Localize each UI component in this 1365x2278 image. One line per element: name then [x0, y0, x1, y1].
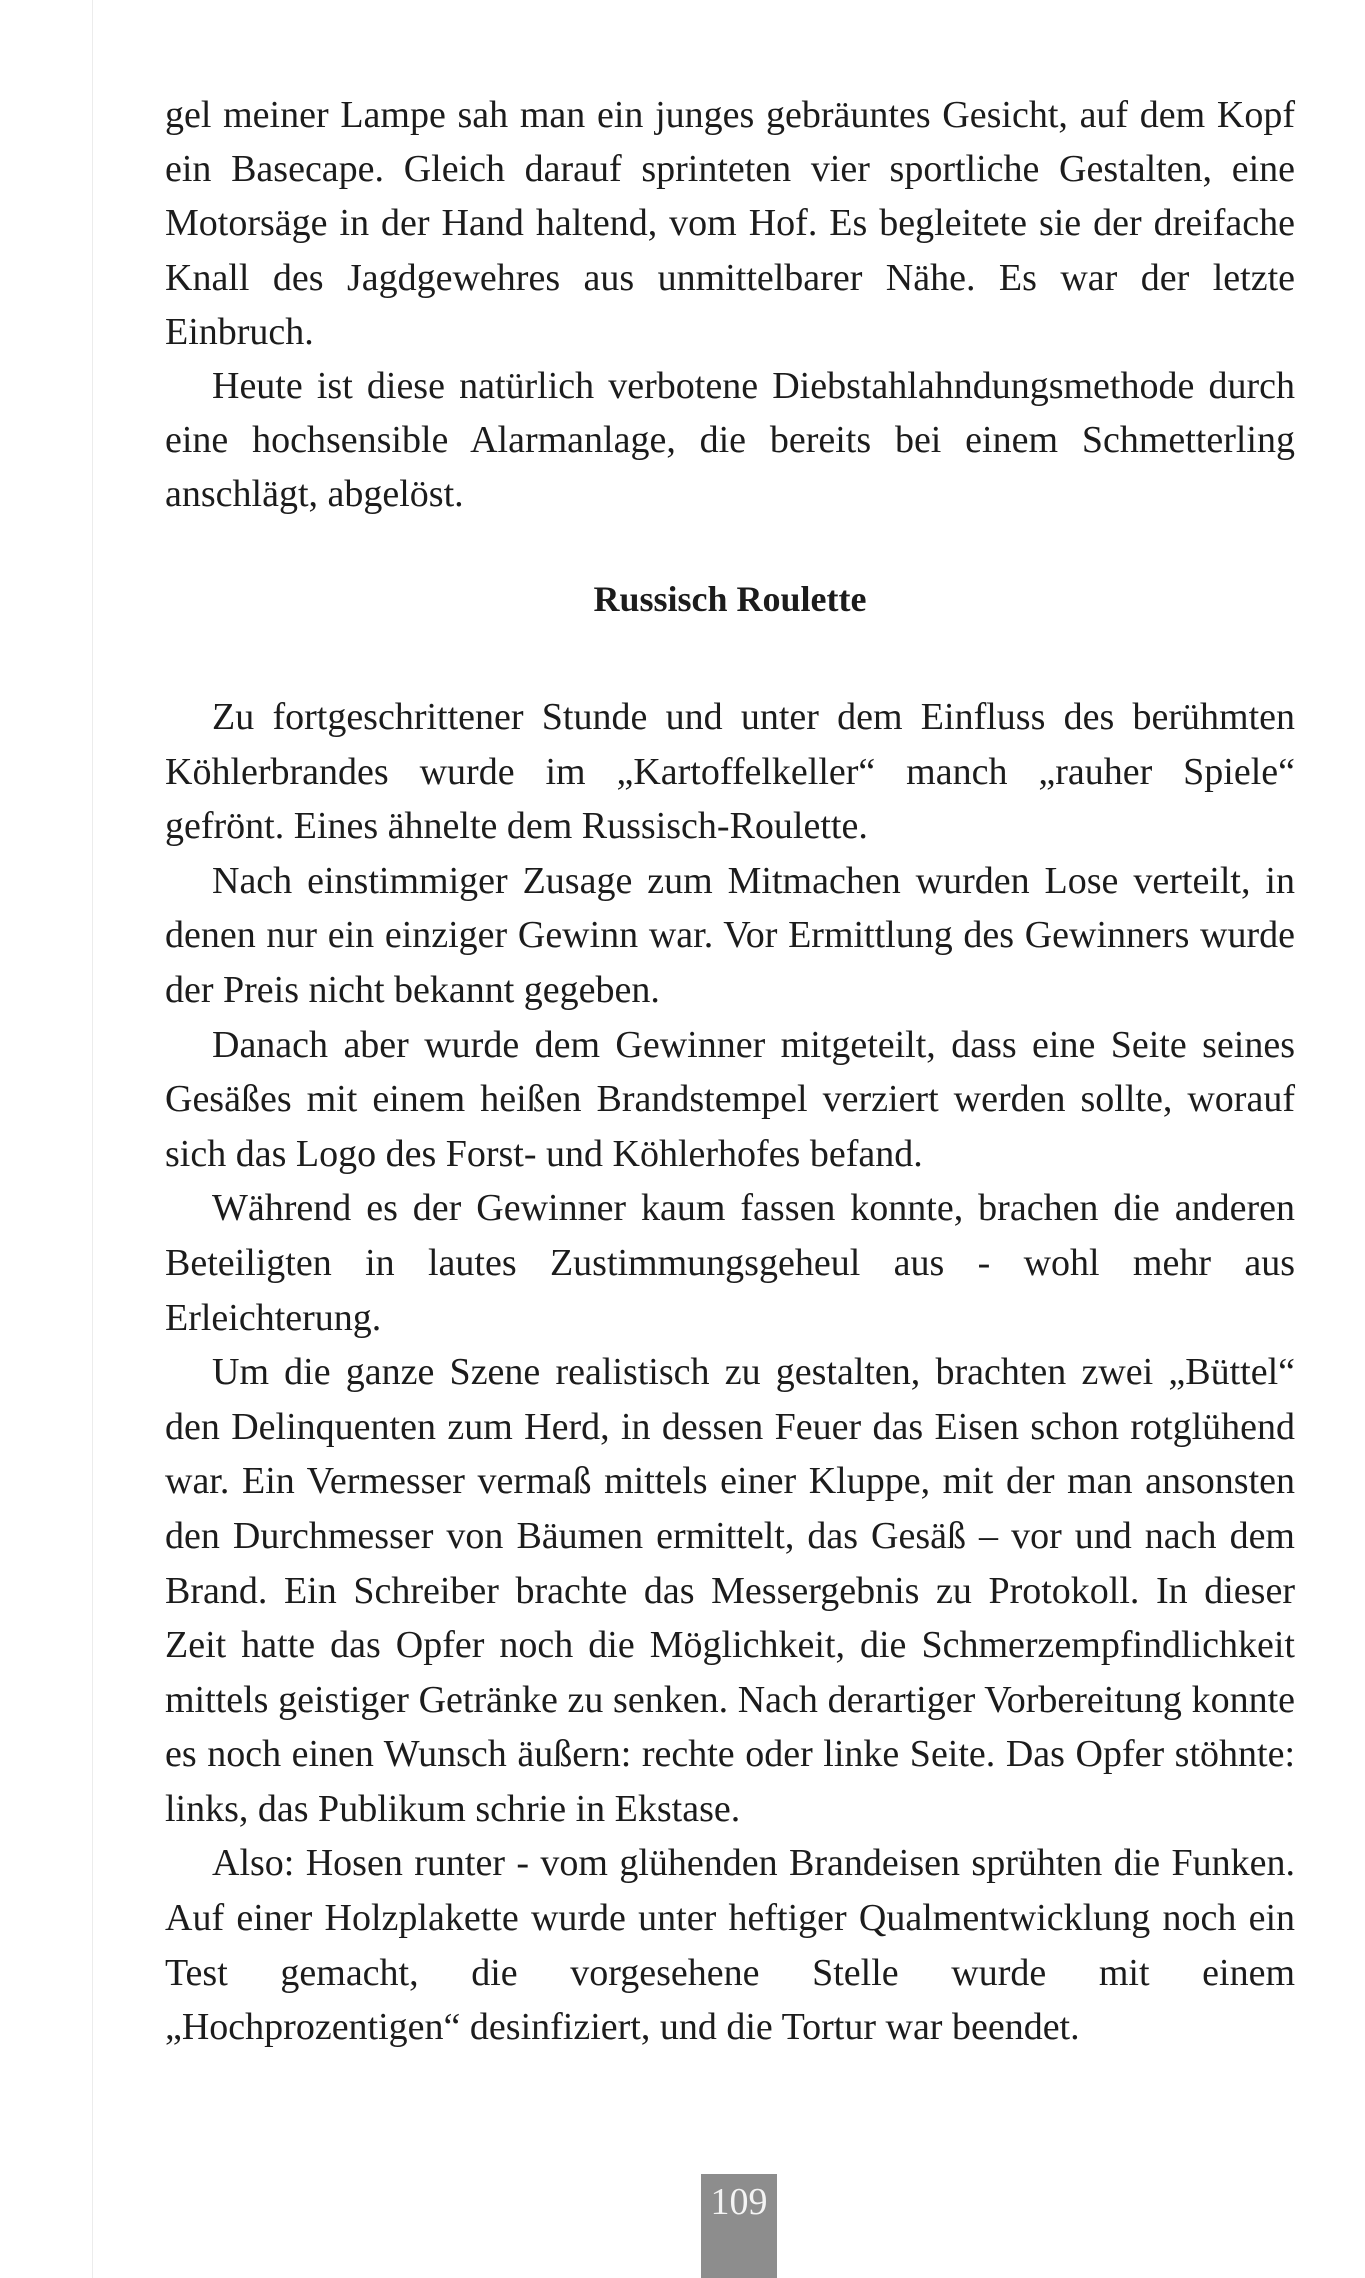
paragraph: Zu fortgeschrittener Stunde und unter dem Einfluss des berühmten Köhlerbrandes wurde im „Kartoffelkeller“ manch „rauher Spiele“ gefrönt. Eines ähnelte dem Russisch-Roulette.: [165, 696, 1295, 848]
section-body: [165, 690, 1295, 2055]
paragraph: Um die ganze Szene realistisch zu gestalten, brachten zwei „Büttel“ den Delinquenten zum Herd, in dessen Feuer das Eisen schon rotglühend war. Ein Vermesser vermaß mittels einer Kluppe, mit der man ansonsten den Durchmesser von Bäumen ermittelt, das Gesäß – vor und nach dem Brand. Ein Schreiber brachte das Messergebnis zu Protokoll. In dieser Zeit hatte das Opfer noch die Möglichkeit, die Schmerzempfindlichkeit mittels geistiger Getränke zu senken. Nach derartiger Vorbereitung konnte es noch einen Wunsch äußern: rechte oder linke Seite. Das Opfer stöhnte: links, das Publikum schrie in Ekstase.: [165, 1351, 1295, 1830]
paragraph: Also: Hosen runter - vom glühenden Brandeisen sprühten die Funken. Auf einer Holzplakette wurde unter heftiger Qualmentwicklung noch ein Test gemacht, die vorgesehene Stelle wurde mit einem „Hochprozentigen“ desinfiziert, und die Tortur war beendet.: [165, 1842, 1295, 2049]
continuation-text: [165, 88, 1295, 522]
page-number-tab: [701, 2174, 777, 2278]
paragraph: Heute ist diese natürlich verbotene Diebstahlahndungsmethode durch eine hochsensible Alarmanlage, die bereits bei einem Schmetterling anschlägt, abgelöst.: [165, 365, 1295, 516]
paragraph: Während es der Gewinner kaum fassen konnte, brachen die anderen Beteiligten in lautes Zustimmungsgeheul aus - wohl mehr aus Erleichterung.: [165, 1187, 1295, 1339]
paragraph: Danach aber wurde dem Gewinner mitgeteilt, dass eine Seite seines Gesäßes mit einem heißen Brandstempel verziert werden sollte, worauf sich das Logo des Forst- und Köhlerhofes befand.: [165, 1023, 1295, 1175]
page-number: 109: [710, 2181, 768, 2223]
section-title: Russisch Roulette: [593, 579, 867, 619]
page-gutter-line: [92, 0, 93, 2278]
paragraph: Nach einstimmiger Zusage zum Mitmachen wurden Lose verteilt, in denen nur ein einziger Gewinn war. Vor Ermittlung des Gewinners wurde der Preis nicht bekannt gegeben.: [165, 859, 1295, 1011]
paragraph: gel meiner Lampe sah man ein junges gebräuntes Gesicht, auf dem Kopf ein Basecape. Gleich darauf sprinteten vier sportliche Gestalten, eine Motorsäge in der Hand haltend, vom Hof. Es begleitete sie der dreifache Knall des Jagdgewehres aus unmittelbarer Nähe. Es war der letzte Einbruch.: [165, 94, 1295, 353]
